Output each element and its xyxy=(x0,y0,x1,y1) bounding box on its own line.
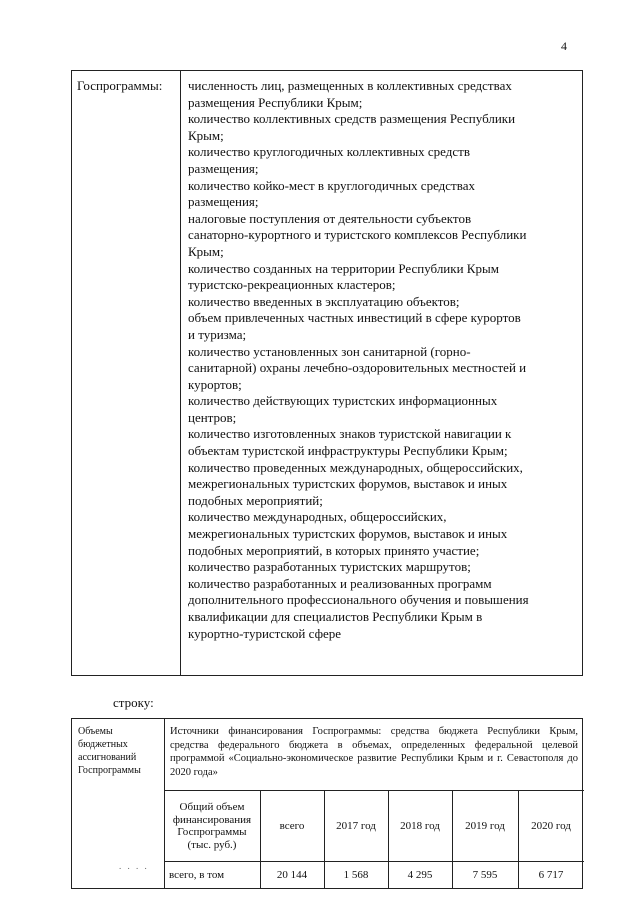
indicator-line: санитарной) охраны лечебно-оздоровительных местностей и xyxy=(188,360,527,376)
indicator-line: количество введенных в эксплуатацию объектов; xyxy=(188,293,460,309)
indicator-line: количество коллективных средств размещения Республики xyxy=(188,111,516,127)
indicator-line: курортов; xyxy=(188,376,242,392)
indicator-line: количество разработанных и реализованных программ xyxy=(188,575,492,591)
header-year-2018: 2018 год xyxy=(400,819,440,832)
indicator-line: Крым; xyxy=(188,127,224,143)
header-year-2017: 2017 год xyxy=(336,819,376,832)
value-2019: 7 595 xyxy=(472,869,498,881)
indicators-label: Госпрограммы: xyxy=(77,78,163,93)
indicators-list xyxy=(188,78,580,642)
indicator-line: количество круглогодичных коллективных средств xyxy=(188,144,470,160)
header-total-volume xyxy=(164,791,260,861)
budget-label xyxy=(78,725,166,777)
header-year-2020: 2020 год xyxy=(531,819,571,832)
intro-text: строку: xyxy=(113,695,154,710)
indicator-line: туристско-рекреационных кластеров; xyxy=(188,277,396,293)
budget-label-line: ассигнований xyxy=(78,752,137,763)
header-total: всего xyxy=(279,819,305,832)
indicator-line: межрегиональных туристских форумов, выставок и иных xyxy=(188,526,508,542)
indicator-line: курортно-туристской сфере xyxy=(188,625,342,641)
indicator-line: количество установленных зон санитарной (горно- xyxy=(188,343,471,359)
indicator-line: дополнительного профессионального обучения и повышения xyxy=(188,592,529,608)
page-number: 4 xyxy=(561,39,567,53)
funding-subtable xyxy=(164,790,584,889)
indicator-line: численность лиц, размещенных в коллективных средствах xyxy=(188,78,512,93)
indicator-line: объектам туристской инфраструктуры Республики Крым; xyxy=(188,443,508,459)
indicator-line: количество койко-мест в круглогодичных средствах xyxy=(188,177,475,193)
value-2018: 4 295 xyxy=(407,869,433,881)
indicator-line: количество изготовленных знаков туристской навигации к xyxy=(188,426,512,442)
header-line: (тыс. руб.) xyxy=(187,838,237,851)
indicator-line: размещения Республики Крым; xyxy=(188,94,363,110)
indicator-line: размещения; xyxy=(188,160,259,176)
indicator-line: объем привлеченных частных инвестиций в сфере курортов xyxy=(188,310,521,326)
indicator-line: Крым; xyxy=(188,243,224,259)
value-2020: 6 717 xyxy=(538,869,564,881)
indicator-line: подобных мероприятий; xyxy=(188,492,323,508)
indicator-line: количество международных, общероссийских, xyxy=(188,509,447,525)
margin-marks: . . . . xyxy=(119,861,149,871)
indicator-line: санаторно-курортного и туристского комплексов Республики xyxy=(188,227,527,243)
indicator-line: количество созданных на территории Республики Крым xyxy=(188,260,499,276)
funding-sources-text: Источники финансирования Госпрограммы: средства бюджета Республики Крым, средства федерального бюджета в объемах, определенных федеральной целевой программой «Социально-экономическое развитие Республики Крым и г. Севастополя до 2020 года» xyxy=(170,726,578,778)
budget-label-line: бюджетных xyxy=(78,739,128,750)
column-divider xyxy=(180,71,181,675)
header-year-2019: 2019 год xyxy=(465,819,505,832)
row-label: всего, в том xyxy=(169,869,225,881)
indicator-line: подобных мероприятий, в которых принято участие; xyxy=(188,542,480,558)
value-2017: 1 568 xyxy=(343,869,369,881)
value-total: 20 144 xyxy=(276,869,308,881)
indicator-line: количество действующих туристских информационных xyxy=(188,393,498,409)
indicators-table xyxy=(71,70,583,676)
indicator-line: центров; xyxy=(188,409,237,425)
budget-label-line: Госпрограммы xyxy=(78,765,141,776)
budget-label-line: Объемы xyxy=(78,726,113,737)
indicator-line: размещения; xyxy=(188,194,259,210)
indicator-line: межрегиональных туристских форумов, выставок и иных xyxy=(188,476,508,492)
header-line: Госпрограммы xyxy=(177,826,247,838)
indicator-line: количество проведенных международных, общероссийских, xyxy=(188,459,523,475)
indicator-line: количество разработанных туристских маршрутов; xyxy=(188,559,471,575)
header-line: финансирования xyxy=(172,813,252,826)
indicator-line: квалификации для специалистов Республики Крым в xyxy=(188,609,483,624)
indicator-line: налоговые поступления от деятельности субъектов xyxy=(188,210,472,226)
header-line: Общий объем xyxy=(179,801,245,813)
indicator-line: и туризма; xyxy=(188,326,247,342)
